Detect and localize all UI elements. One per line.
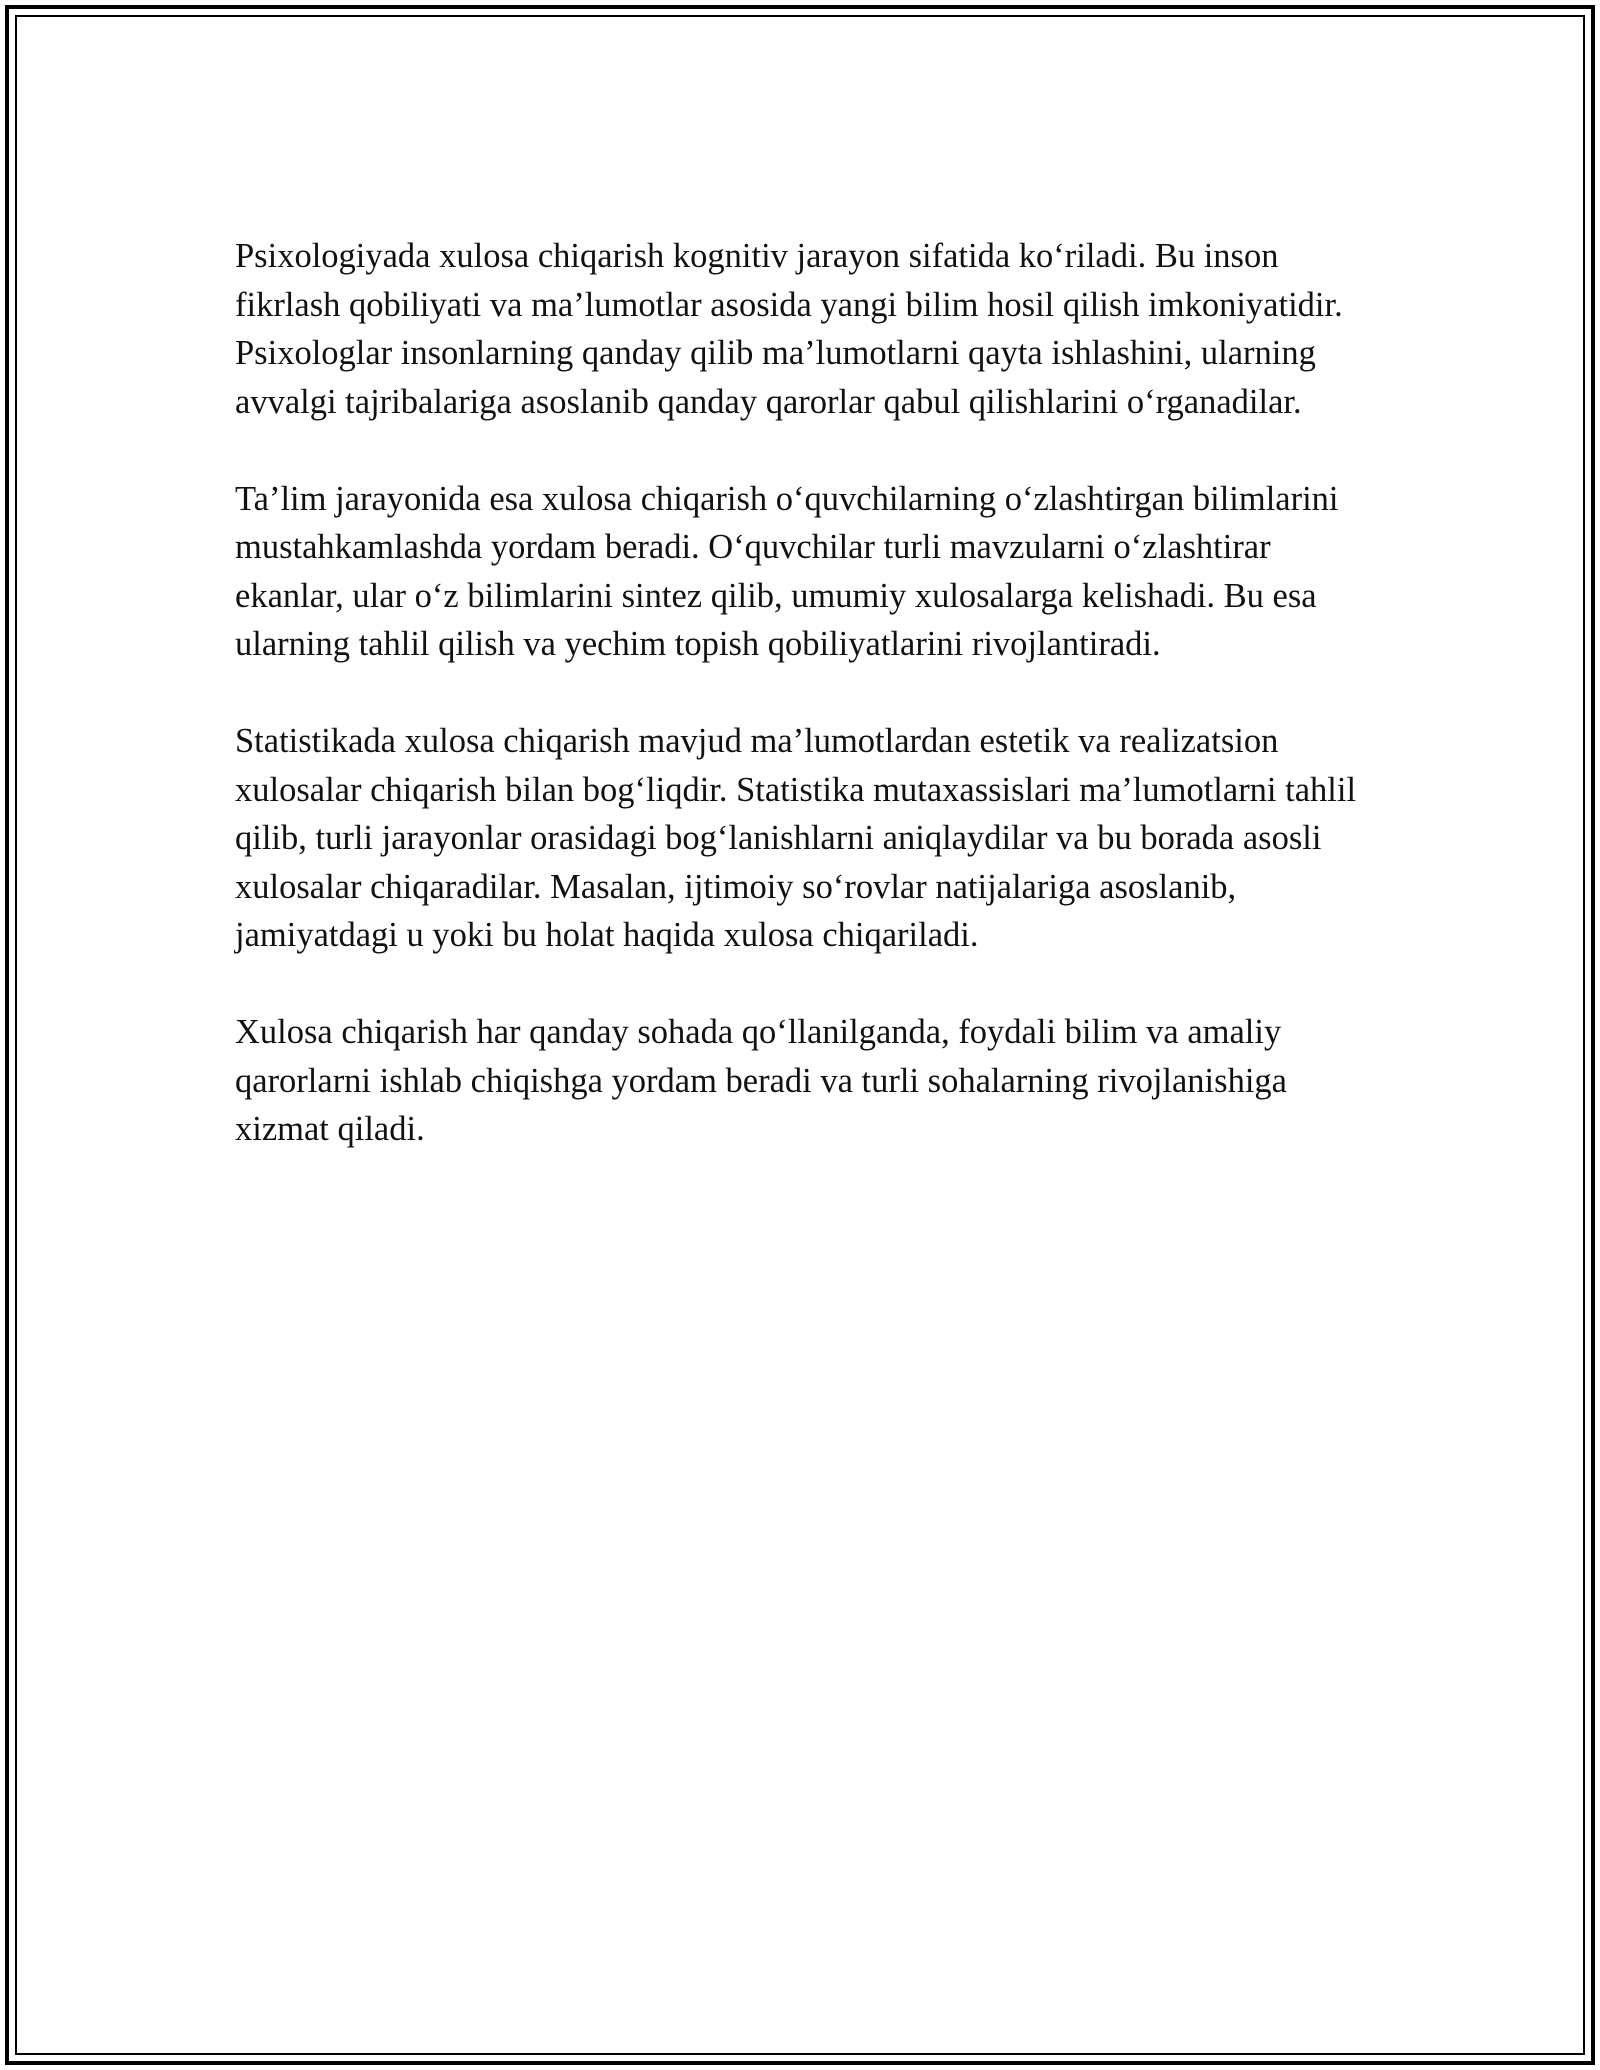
paragraph-education: Ta’lim jarayonida esa xulosa chiqarish o‘quvchilarning o‘zlashtirgan bilimlarini mustahkamlashda yordam beradi. O‘quvchilar turli mavzularni o‘zlashtirar ekanlar, ular o‘z bilimlarini sintez qilib, umumiy xulosalarga kelishadi. Bu esa ularning tahlil qilish va yechim topish qobiliyatlarini rivojlantiradi. <box>235 479 1339 663</box>
paragraph-psychology: Psixologiyada xulosa chiqarish kognitiv jarayon sifatida ko‘riladi. Bu inson fikrlash qobiliyati va ma’lumotlar asosida yangi bilim hosil qilish imkoniyatidir. Psixologlar insonlarning qanday qilib ma’lumotlarni qayta ishlashini, ularning avvalgi tajribalariga asoslanib qanday qarorlar qabul qilishlarini o‘rganadilar. <box>235 237 1343 421</box>
paragraph-conclusion: Xulosa chiqarish har qanday sohada qo‘llanilganda, foydali bilim va amaliy qarorlarni ishlab chiqishga yordam beradi va turli sohalarning rivojlanishiga xizmat qiladi. <box>235 1013 1287 1148</box>
paragraph-statistics: Statistikada xulosa chiqarish mavjud ma’lumotlardan estetik va realizatsion xulosalar chiqarish bilan bog‘liqdir. Statistika mutaxassislari ma’lumotlarni tahlil qilib, turli jarayonlar orasidagi bog‘lanishlarni aniqlaydilar va bu borada asosli xulosalar chiqaradilar. Masalan, ijtimoiy so‘rovlar natijalariga asoslanib, jamiyatdagi u yoki bu holat haqida xulosa chiqariladi. <box>235 722 1357 954</box>
document-body <box>235 232 1365 1202</box>
